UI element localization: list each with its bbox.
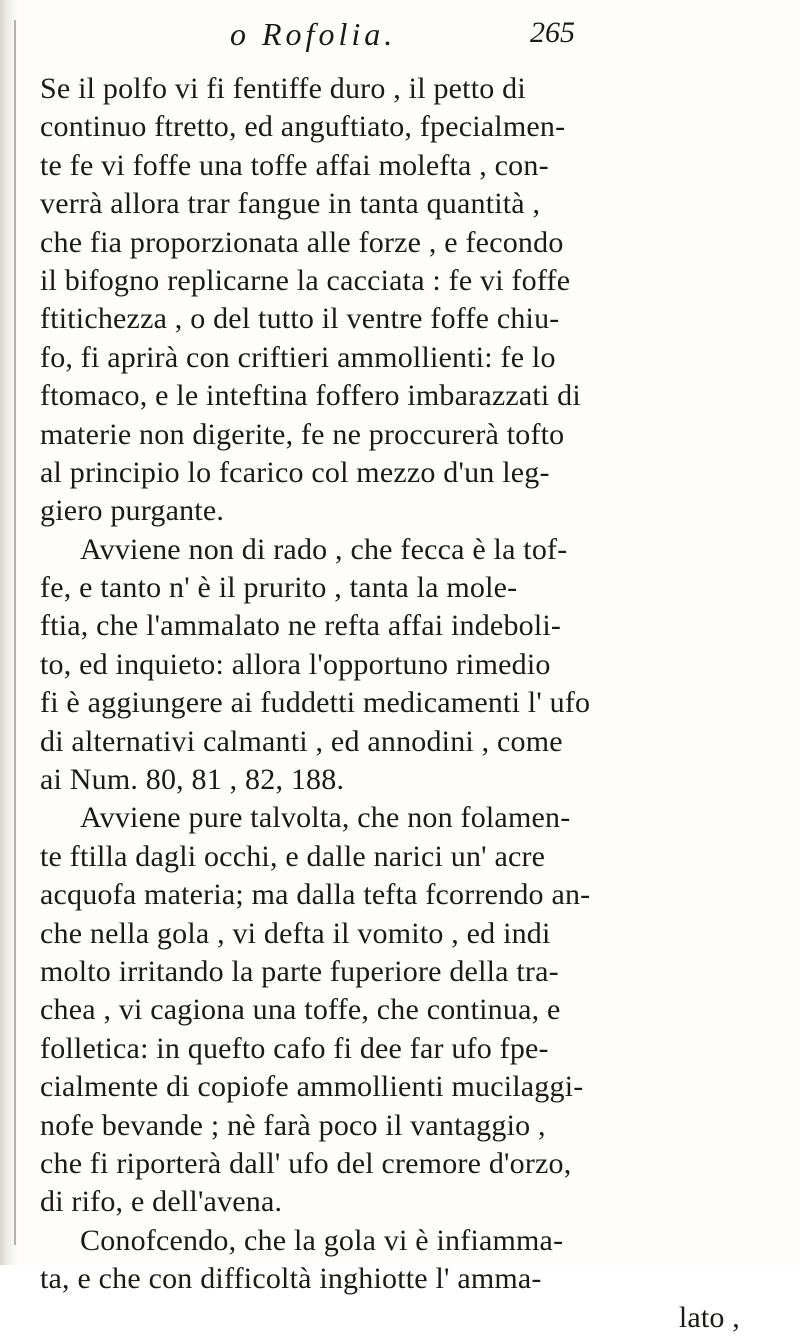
text-line: ftia, che l'ammalato ne refta affai indeboli- [40, 609, 562, 643]
text-line: che nella gola , vi defta il vomito , ed indi [40, 916, 551, 950]
text-line: al principio lo fcarico col mezzo d'un leg- [40, 455, 550, 489]
text-line: verrà allora trar fangue in tanta quantità , [40, 187, 541, 221]
paragraph-start-line: Avviene non di rado , che fecca è la tof- [80, 532, 568, 566]
text-line: di rifo, e dell'avena. [40, 1185, 283, 1219]
text-line: che fia proporzionata alle forze , e fecondo [40, 225, 564, 259]
text-line: acquofa materia; ma dalla tefta fcorrendo an- [40, 878, 591, 912]
page-header [0, 12, 800, 52]
text-line: te ftilla dagli occhi, e dalle narici un' acre [40, 839, 546, 873]
text-line: chea , vi cagiona una toffe, che continua, e [40, 993, 561, 1027]
running-title: o Rofolia. [230, 16, 397, 52]
body-text [40, 70, 770, 1337]
text-line: fe, e tanto n' è il prurito , tanta la mole- [40, 571, 518, 605]
text-line: continuo ftretto, ed anguftiato, fpecialmen- [40, 110, 566, 144]
text-line: ai Num. 80, 81 , 82, 188. [40, 763, 345, 797]
text-line: di alternativi calmanti , ed annodini , come [40, 724, 563, 758]
text-line: materie non digerite, fe ne proccurerà tofto [40, 417, 565, 451]
text-line: ftomaco, e le inteftina foffero imbarazzati di [40, 379, 581, 413]
text-line: fi è aggiungere ai fuddetti medicamenti l' ufo [40, 686, 591, 720]
paragraph-start-line: Conofcendo, che la gola vi è infiamma- [80, 1223, 564, 1257]
text-line: cialmente di copiofe ammollienti mucilaggi- [40, 1070, 584, 1104]
text-line: il bifogno replicarne la cacciata : fe vi foffe [40, 263, 571, 297]
text-line: molto irritando la parte fuperiore della tra- [40, 954, 559, 988]
text-line: nofe bevande ; nè farà poco il vantaggio , [40, 1108, 546, 1142]
text-line: to, ed inquieto: allora l'opportuno rimedio [40, 647, 551, 681]
page-number: 265 [530, 16, 575, 49]
text-line: folletica: in quefto cafo fi dee far ufo fpe- [40, 1031, 549, 1065]
gutter-shadow-line [14, 20, 16, 1245]
text-line: te fe vi foffe una toffe affai molefta , con- [40, 148, 549, 182]
text-line: Se il polfo vi fi fentiffe duro , il petto di [40, 72, 526, 105]
text-line: ftitichezza , o del tutto il ventre foffe chiu- [40, 302, 560, 336]
paragraph-start-line: Avviene pure talvolta, che non folamen- [80, 801, 571, 835]
text-line: ta, e che con difficoltà inghiotte l' amma- [40, 1262, 542, 1296]
text-line: giero purgante. [40, 494, 225, 528]
text-line: fo, fi aprirà con criftieri ammollienti: fe lo [40, 340, 556, 374]
text-line: che fi riporterà dall' ufo del cremore d'orzo, [40, 1146, 572, 1180]
catchword: lato , [678, 1300, 740, 1334]
